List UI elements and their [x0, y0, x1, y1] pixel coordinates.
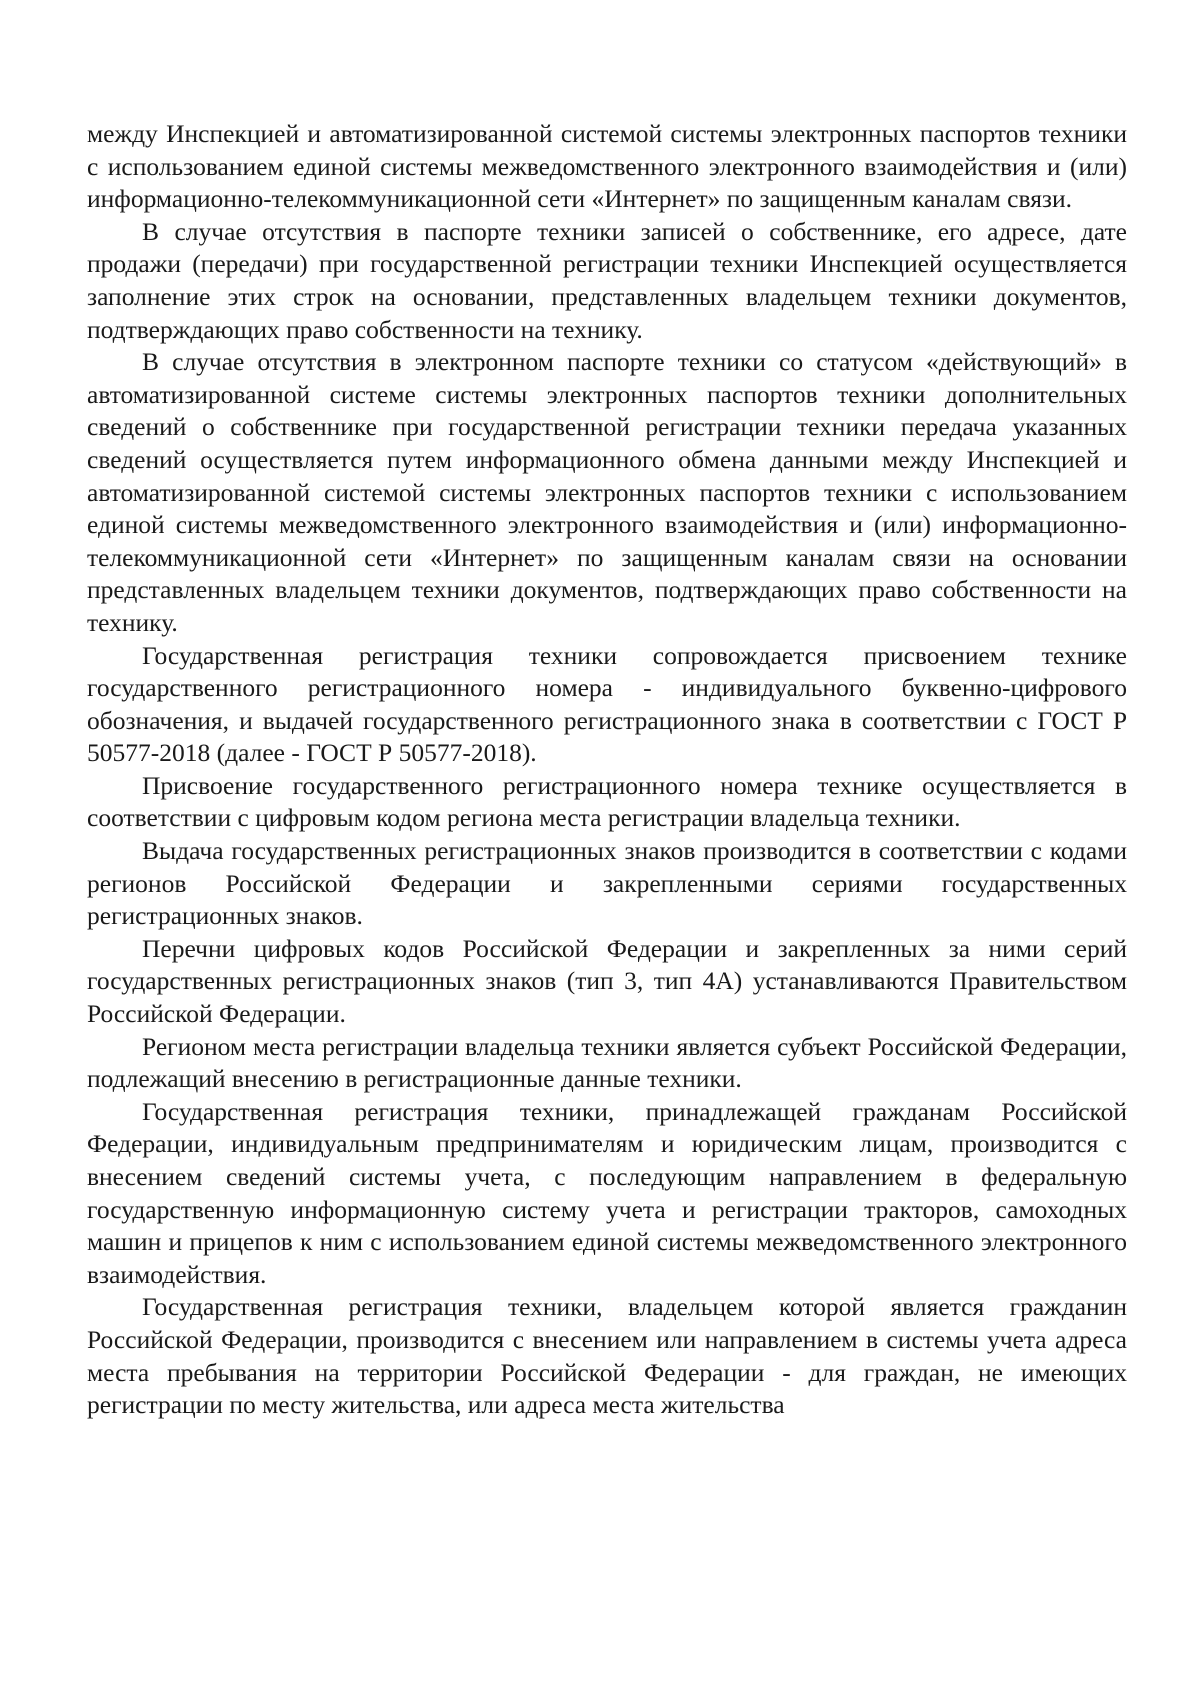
- paragraph-10: Государственная регистрация техники, владельцем которой является гражданин Российской Федерации, производится с внесением или направлением в системы учета адреса места пребывания на территории Российской Федерации - для граждан, не имеющих регистрации по месту жительства, или адреса места жительства: [87, 1292, 1127, 1420]
- paragraph-8: Регионом места регистрации владельца техники является субъект Российской Федерации, подлежащий внесению в регистрационные данные техники.: [87, 1031, 1127, 1094]
- document-page: [87, 118, 1127, 1422]
- paragraph-1-continuation: между Инспекцией и автоматизированной системой системы электронных паспортов техники с использованием единой системы межведомственного электронного взаимодействия и (или) информационно-телекоммуникационной сети «Интернет» по защищенным каналам связи.: [87, 119, 1127, 214]
- paragraph-2: В случае отсутствия в паспорте техники записей о собственнике, его адресе, дате продажи (передачи) при государственной регистрации техники Инспекцией осуществляется заполнение этих строк на основании, представленных владельцем техники документов, подтверждающих право собственности на технику.: [87, 216, 1127, 344]
- paragraph-7: Перечни цифровых кодов Российской Федерации и закрепленных за ними серий государственных регистрационных знаков (тип 3, тип 4А) устанавливаются Правительством Российской Федерации.: [87, 933, 1127, 1029]
- paragraph-5: Присвоение государственного регистрационного номера технике осуществляется в соответствии с цифровым кодом региона места регистрации владельца техники.: [87, 770, 1127, 833]
- paragraph-4: Государственная регистрация техники сопровождается присвоением технике государственного регистрационного номера - индивидуального буквенно-цифрового обозначения, и выдачей государственного регистрационного знака в соответствии с ГОСТ Р 50577-2018 (далее - ГОСТ Р 50577-2018).: [87, 640, 1127, 768]
- paragraph-6: Выдача государственных регистрационных знаков производится в соответствии с кодами регионов Российской Федерации и закрепленными сериями государственных регистрационных знаков.: [87, 836, 1127, 931]
- paragraph-9: Государственная регистрация техники, принадлежащей гражданам Российской Федерации, индивидуальным предпринимателям и юридическим лицам, производится с внесением сведений системы учета, с последующим направлением в федеральную государственную информационную систему учета и регистрации тракторов, самоходных машин и прицепов к ним с использованием единой системы межведомственного электронного взаимодействия.: [87, 1096, 1127, 1289]
- paragraph-3: В случае отсутствия в электронном паспорте техники со статусом «действующий» в автоматизированной системе системы электронных паспортов техники дополнительных сведений о собственнике при государственной регистрации техники передача указанных сведений осуществляется путем информационного обмена данными между Инспекцией и автоматизированной системой системы электронных паспортов техники с использованием единой системы межведомственного электронного взаимодействия и (или) информационно-телекоммуникационной сети «Интернет» по защищенным каналам связи на основании представленных владельцем техники документов, подтверждающих право собственности на технику.: [87, 347, 1127, 637]
